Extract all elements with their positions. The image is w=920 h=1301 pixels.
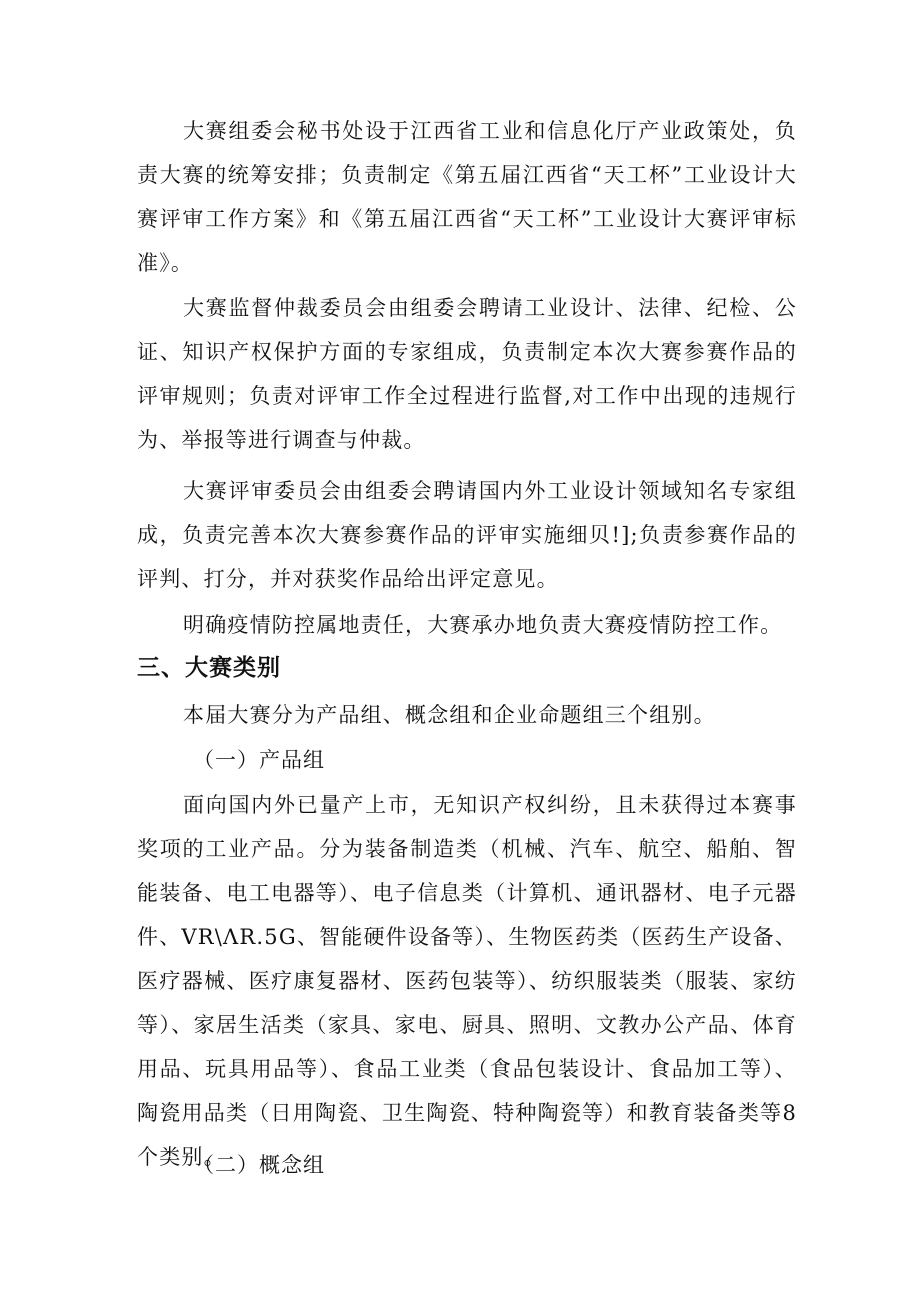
paragraph-secretariat: 大赛组委会秘书处设于江西省工业和信息化厅产业政策处，负责大赛的统筹安排；负责制定《第五届江西省“天工杯”工业设计大赛评审工作方案》和《第五届江西省“天工杯”工业设计大赛评审标准》。 [137, 119, 797, 275]
section-heading-categories: 三、大赛类别 [137, 655, 281, 681]
paragraph-product-group: 面向国内外已量产上市，无知识产权纠纷，且未获得过本赛事奖项的工业产品。分为装备制造类（机械、汽车、航空、船舶、智能装备、电工电器等）、电子信息类（计算机、通讯器材、电子元器件、VR\ΛR.5G、智能硬件设备等）、生物医药类（医药生产设备、医疗器械、医疗康复器材、医药包装等）、纺织服装类（服装、家纺等）、家居生活类（家具、家电、厨具、照明、文教办公产品、体育用品、玩具用品等）、食品工业类（食品包装设计、食品加工等）、陶瓷用品类（日用陶瓷、卫生陶瓷、特种陶瓷等）和教育装备类等8个类别。 [137, 793, 797, 1169]
subheading-product-group: （一）产品组 [193, 748, 325, 772]
subheading-concept-group: （二）概念组 [193, 1153, 325, 1177]
paragraph-epidemic: 明确疫情防控属地责任，大赛承办地负责大赛疫情防控工作。 [183, 613, 783, 637]
paragraph-categories-intro: 本届大赛分为产品组、概念组和企业命题组三个组别。 [183, 703, 716, 727]
paragraph-jury: 大赛评审委员会由组委会聘请国内外工业设计领域知名专家组成，负责完善本次大赛参赛作品的评审实施细贝!];负责参赛作品的评判、打分，并对获奖作品给出评定意见。 [137, 479, 797, 591]
paragraph-supervision: 大赛监督仲裁委员会由组委会聘请工业设计、法律、纪检、公证、知识产权保护方面的专家组成，负责制定本次大赛参赛作品的评审规则；负责对评审工作全过程进行监督,对工作中出现的违规行为、举报等进行调查与仲裁。 [137, 296, 797, 452]
